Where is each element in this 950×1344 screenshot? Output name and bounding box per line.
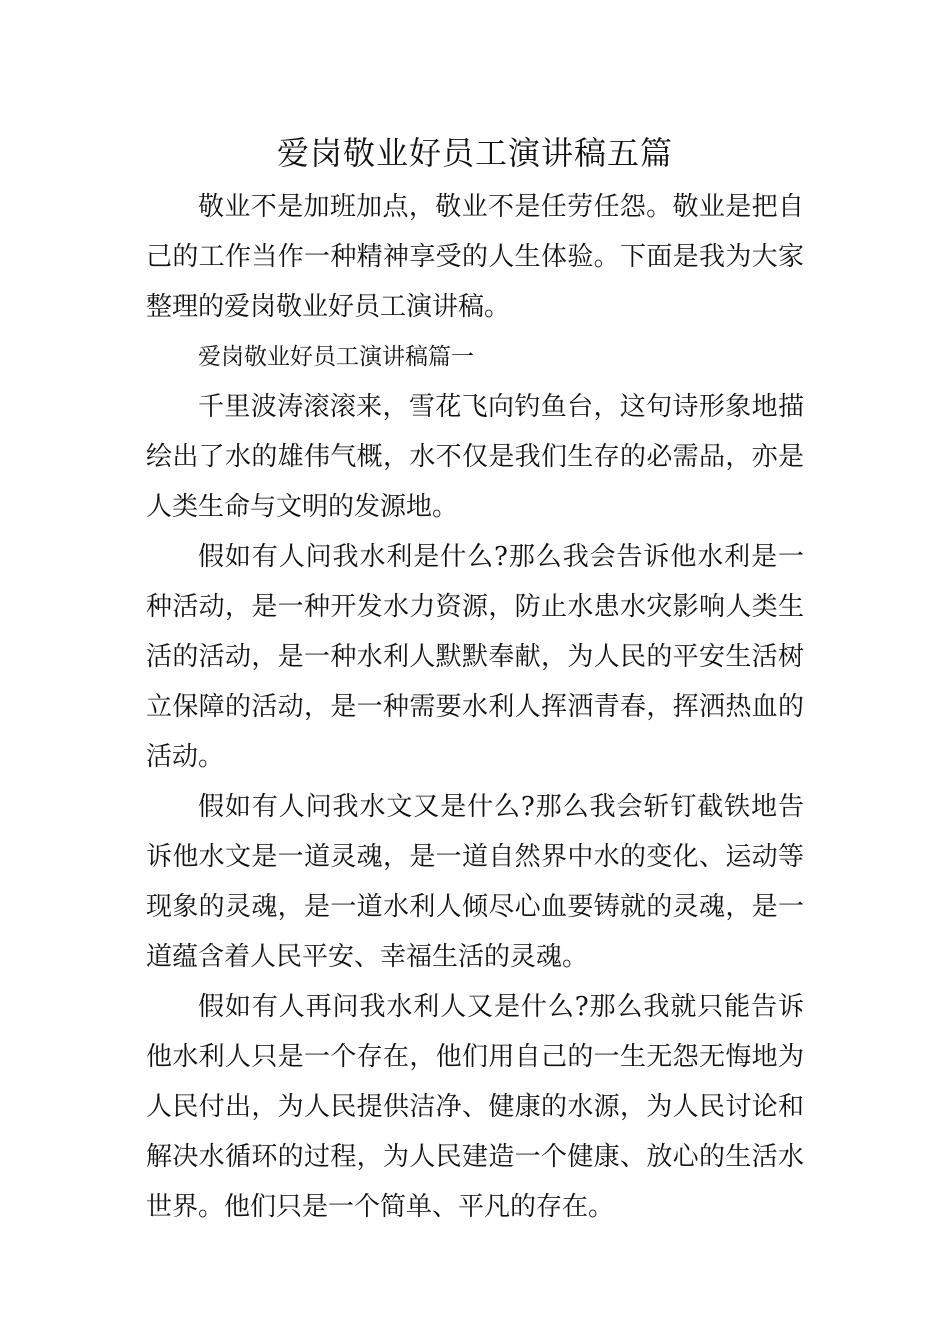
intro-paragraph: 敬业不是加班加点，敬业不是任劳任怨。敬业是把自己的工作当作一种精神享受的人生体验。下面是我为大家整理的爱岗敬业好员工演讲稿。 — [146, 192, 804, 322]
body-paragraph-4: 假如有人再问我水利人又是什么?那么我就只能告诉他水利人只是一个存在，他们用自己的一生无怨无悔地为人民付出，为人民提供洁净、健康的水源，为人民讨论和解决水循环的过程，为人民建造一个健康、放心的生活水世界。他们只是一个简单、平凡的存在。 — [146, 992, 804, 1222]
body-paragraph-1: 千里波涛滚滚来，雪花飞向钓鱼台，这句诗形象地描绘出了水的雄伟气概，水不仅是我们生存的必需品，亦是人类生命与文明的发源地。 — [146, 392, 804, 522]
section-heading: 爱岗敬业好员工演讲稿篇一 — [198, 344, 474, 370]
body-paragraph-3: 假如有人问我水文又是什么?那么我会斩钉截铁地告诉他水文是一道灵魂，是一道自然界中水的变化、运动等现象的灵魂，是一道水利人倾尽心血要铸就的灵魂，是一道蕴含着人民平安、幸福生活的灵魂。 — [146, 792, 804, 972]
body-paragraph-2: 假如有人问我水利是什么?那么我会告诉他水利是一种活动，是一种开发水力资源，防止水患水灾影响人类生活的活动，是一种水利人默默奉献，为人民的平安生活树立保障的活动，是一种需要水利人挥洒青春，挥洒热血的活动。 — [146, 542, 804, 772]
document-title: 爱岗敬业好员工演讲稿五篇 — [276, 134, 673, 172]
